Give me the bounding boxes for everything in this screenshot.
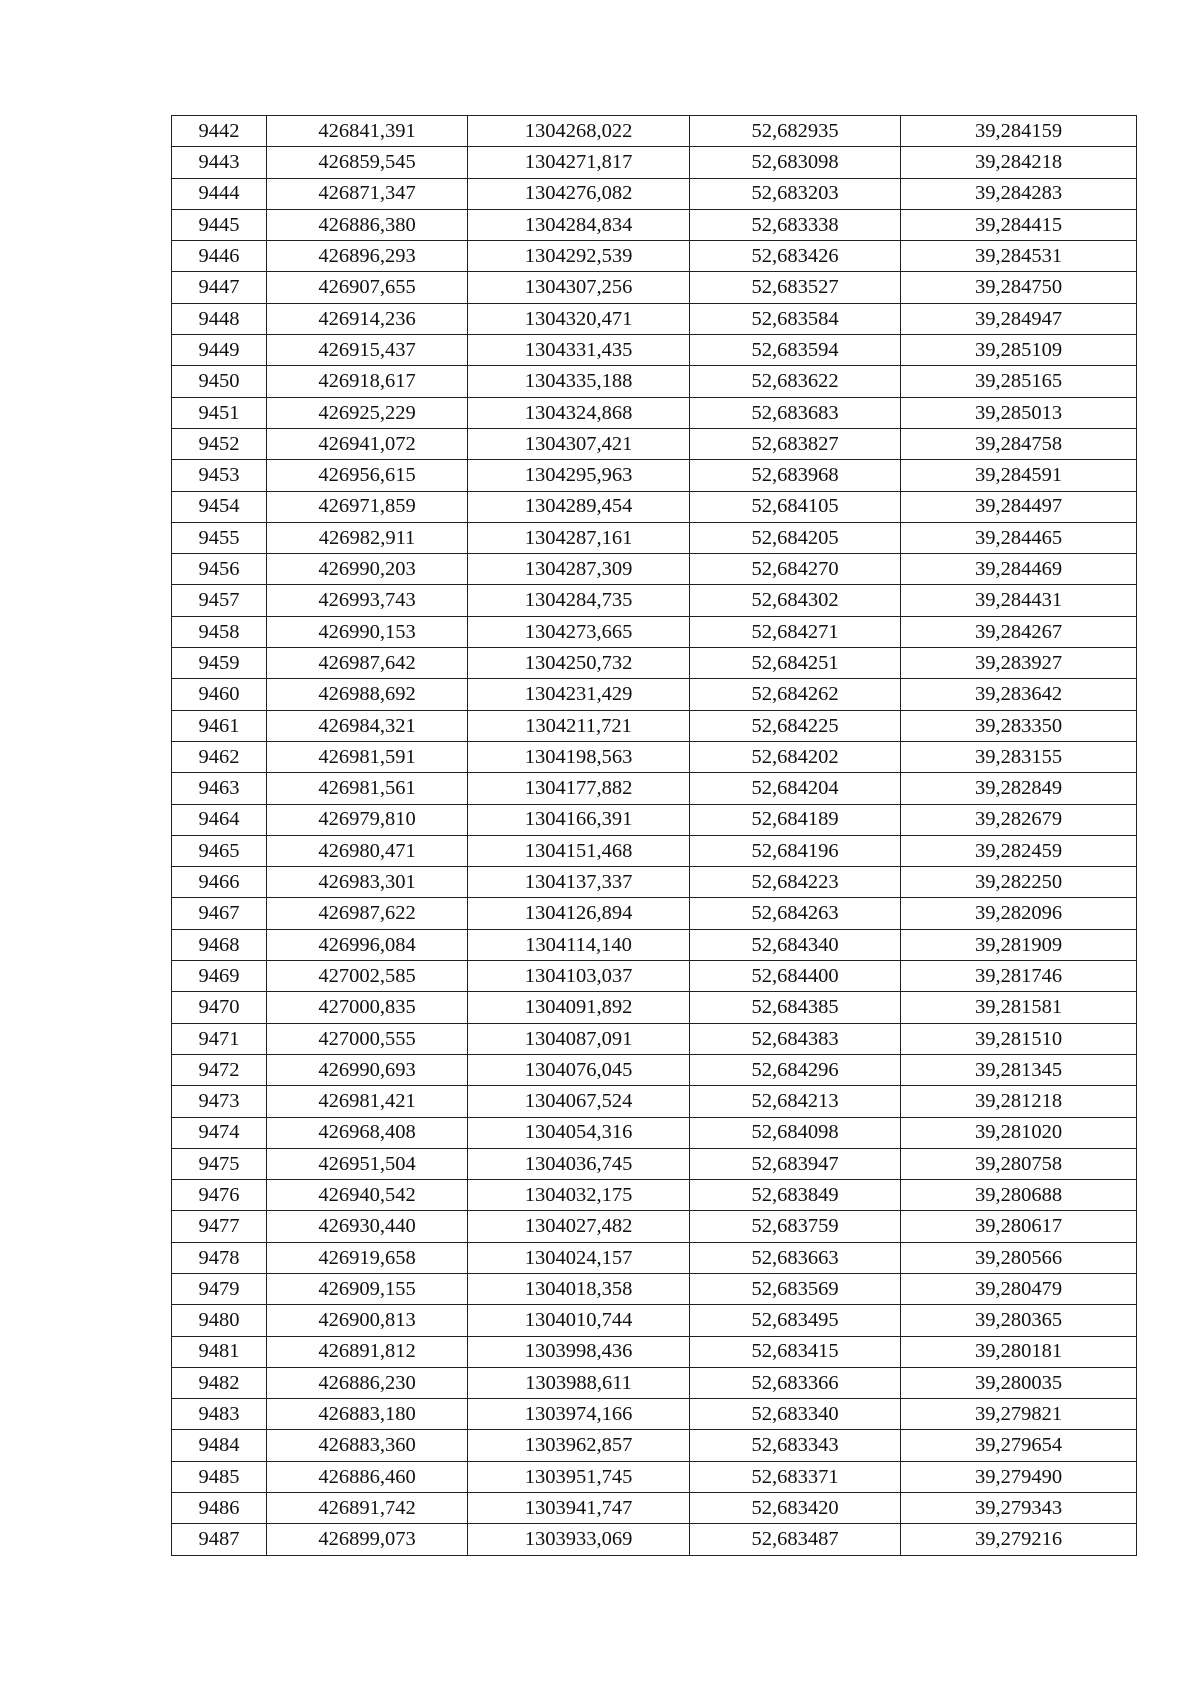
table-row: [172, 460, 1137, 491]
y-coordinate-cell: 1304331,435: [468, 335, 690, 366]
x-coordinate-cell: 426841,391: [267, 116, 468, 147]
latitude-cell: 52,683487: [690, 1524, 901, 1555]
x-coordinate-cell: 426982,911: [267, 522, 468, 553]
y-coordinate-cell: 1303988,611: [468, 1367, 690, 1398]
latitude-cell: 52,682935: [690, 116, 901, 147]
point-number-cell: 9462: [172, 741, 267, 772]
y-coordinate-cell: 1304126,894: [468, 898, 690, 929]
table-row: [172, 835, 1137, 866]
table-row: [172, 1180, 1137, 1211]
table-row: [172, 804, 1137, 835]
table-row: [172, 679, 1137, 710]
table-row: [172, 178, 1137, 209]
longitude-cell: 39,281909: [901, 929, 1137, 960]
latitude-cell: 52,684262: [690, 679, 901, 710]
x-coordinate-cell: 426988,692: [267, 679, 468, 710]
longitude-cell: 39,280688: [901, 1180, 1137, 1211]
longitude-cell: 39,280479: [901, 1273, 1137, 1304]
point-number-cell: 9458: [172, 616, 267, 647]
longitude-cell: 39,281581: [901, 992, 1137, 1023]
point-number-cell: 9456: [172, 554, 267, 585]
table-row: [172, 1117, 1137, 1148]
table-row: [172, 1211, 1137, 1242]
longitude-cell: 39,279216: [901, 1524, 1137, 1555]
latitude-cell: 52,683849: [690, 1180, 901, 1211]
y-coordinate-cell: 1303998,436: [468, 1336, 690, 1367]
longitude-cell: 39,281510: [901, 1023, 1137, 1054]
x-coordinate-cell: 426987,622: [267, 898, 468, 929]
y-coordinate-cell: 1304250,732: [468, 648, 690, 679]
point-number-cell: 9484: [172, 1430, 267, 1461]
point-number-cell: 9472: [172, 1054, 267, 1085]
point-number-cell: 9459: [172, 648, 267, 679]
table-row: [172, 1367, 1137, 1398]
latitude-cell: 52,684225: [690, 710, 901, 741]
point-number-cell: 9447: [172, 272, 267, 303]
latitude-cell: 52,683968: [690, 460, 901, 491]
point-number-cell: 9451: [172, 397, 267, 428]
latitude-cell: 52,684385: [690, 992, 901, 1023]
longitude-cell: 39,279654: [901, 1430, 1137, 1461]
latitude-cell: 52,683098: [690, 147, 901, 178]
latitude-cell: 52,683338: [690, 209, 901, 240]
table-row: [172, 616, 1137, 647]
point-number-cell: 9452: [172, 428, 267, 459]
latitude-cell: 52,683663: [690, 1242, 901, 1273]
x-coordinate-cell: 426941,072: [267, 428, 468, 459]
longitude-cell: 39,284497: [901, 491, 1137, 522]
longitude-cell: 39,284469: [901, 554, 1137, 585]
y-coordinate-cell: 1304103,037: [468, 961, 690, 992]
y-coordinate-cell: 1304036,745: [468, 1148, 690, 1179]
latitude-cell: 52,683759: [690, 1211, 901, 1242]
y-coordinate-cell: 1304027,482: [468, 1211, 690, 1242]
point-number-cell: 9469: [172, 961, 267, 992]
y-coordinate-cell: 1304307,421: [468, 428, 690, 459]
table-row: [172, 335, 1137, 366]
table-row: [172, 1336, 1137, 1367]
longitude-cell: 39,280758: [901, 1148, 1137, 1179]
x-coordinate-cell: 426896,293: [267, 241, 468, 272]
x-coordinate-cell: 426990,693: [267, 1054, 468, 1085]
longitude-cell: 39,284750: [901, 272, 1137, 303]
x-coordinate-cell: 426968,408: [267, 1117, 468, 1148]
point-number-cell: 9463: [172, 773, 267, 804]
x-coordinate-cell: 426983,301: [267, 867, 468, 898]
point-number-cell: 9468: [172, 929, 267, 960]
y-coordinate-cell: 1304320,471: [468, 303, 690, 334]
x-coordinate-cell: 426990,203: [267, 554, 468, 585]
longitude-cell: 39,281020: [901, 1117, 1137, 1148]
x-coordinate-cell: 426981,591: [267, 741, 468, 772]
latitude-cell: 52,684205: [690, 522, 901, 553]
point-number-cell: 9470: [172, 992, 267, 1023]
point-number-cell: 9453: [172, 460, 267, 491]
y-coordinate-cell: 1304018,358: [468, 1273, 690, 1304]
point-number-cell: 9444: [172, 178, 267, 209]
x-coordinate-cell: 426899,073: [267, 1524, 468, 1555]
latitude-cell: 52,684263: [690, 898, 901, 929]
x-coordinate-cell: 426891,812: [267, 1336, 468, 1367]
longitude-cell: 39,282250: [901, 867, 1137, 898]
point-number-cell: 9483: [172, 1399, 267, 1430]
table-row: [172, 1524, 1137, 1555]
y-coordinate-cell: 1303974,166: [468, 1399, 690, 1430]
longitude-cell: 39,280365: [901, 1305, 1137, 1336]
point-number-cell: 9442: [172, 116, 267, 147]
table-row: [172, 241, 1137, 272]
y-coordinate-cell: 1304335,188: [468, 366, 690, 397]
table-row: [172, 1273, 1137, 1304]
longitude-cell: 39,280566: [901, 1242, 1137, 1273]
longitude-cell: 39,283155: [901, 741, 1137, 772]
longitude-cell: 39,284415: [901, 209, 1137, 240]
y-coordinate-cell: 1304268,022: [468, 116, 690, 147]
y-coordinate-cell: 1304166,391: [468, 804, 690, 835]
latitude-cell: 52,683495: [690, 1305, 901, 1336]
y-coordinate-cell: 1304287,161: [468, 522, 690, 553]
latitude-cell: 52,684340: [690, 929, 901, 960]
longitude-cell: 39,281218: [901, 1086, 1137, 1117]
latitude-cell: 52,684223: [690, 867, 901, 898]
longitude-cell: 39,285165: [901, 366, 1137, 397]
table-row: [172, 1305, 1137, 1336]
latitude-cell: 52,684204: [690, 773, 901, 804]
x-coordinate-cell: 426984,321: [267, 710, 468, 741]
table-row: [172, 428, 1137, 459]
latitude-cell: 52,684196: [690, 835, 901, 866]
y-coordinate-cell: 1303951,745: [468, 1461, 690, 1492]
y-coordinate-cell: 1304284,735: [468, 585, 690, 616]
y-coordinate-cell: 1304231,429: [468, 679, 690, 710]
latitude-cell: 52,684296: [690, 1054, 901, 1085]
longitude-cell: 39,284159: [901, 116, 1137, 147]
longitude-cell: 39,284465: [901, 522, 1137, 553]
longitude-cell: 39,280617: [901, 1211, 1137, 1242]
point-number-cell: 9464: [172, 804, 267, 835]
table-row: [172, 867, 1137, 898]
table-row: [172, 585, 1137, 616]
latitude-cell: 52,683426: [690, 241, 901, 272]
point-number-cell: 9476: [172, 1180, 267, 1211]
x-coordinate-cell: 426871,347: [267, 178, 468, 209]
y-coordinate-cell: 1304151,468: [468, 835, 690, 866]
latitude-cell: 52,683415: [690, 1336, 901, 1367]
table-row: [172, 116, 1137, 147]
point-number-cell: 9479: [172, 1273, 267, 1304]
point-number-cell: 9449: [172, 335, 267, 366]
y-coordinate-cell: 1304271,817: [468, 147, 690, 178]
table-row: [172, 1430, 1137, 1461]
point-number-cell: 9473: [172, 1086, 267, 1117]
longitude-cell: 39,284947: [901, 303, 1137, 334]
longitude-cell: 39,281746: [901, 961, 1137, 992]
latitude-cell: 52,683584: [690, 303, 901, 334]
longitude-cell: 39,280035: [901, 1367, 1137, 1398]
table-row: [172, 992, 1137, 1023]
point-number-cell: 9487: [172, 1524, 267, 1555]
latitude-cell: 52,684383: [690, 1023, 901, 1054]
latitude-cell: 52,684270: [690, 554, 901, 585]
x-coordinate-cell: 426990,153: [267, 616, 468, 647]
y-coordinate-cell: 1304307,256: [468, 272, 690, 303]
x-coordinate-cell: 426883,360: [267, 1430, 468, 1461]
longitude-cell: 39,282849: [901, 773, 1137, 804]
longitude-cell: 39,285013: [901, 397, 1137, 428]
y-coordinate-cell: 1304198,563: [468, 741, 690, 772]
longitude-cell: 39,284218: [901, 147, 1137, 178]
x-coordinate-cell: 426907,655: [267, 272, 468, 303]
point-number-cell: 9465: [172, 835, 267, 866]
y-coordinate-cell: 1304076,045: [468, 1054, 690, 1085]
latitude-cell: 52,684213: [690, 1086, 901, 1117]
x-coordinate-cell: 426909,155: [267, 1273, 468, 1304]
point-number-cell: 9486: [172, 1493, 267, 1524]
latitude-cell: 52,683203: [690, 178, 901, 209]
x-coordinate-cell: 426996,084: [267, 929, 468, 960]
point-number-cell: 9450: [172, 366, 267, 397]
table-row: [172, 397, 1137, 428]
coordinates-table-body: [172, 116, 1137, 1556]
y-coordinate-cell: 1304137,337: [468, 867, 690, 898]
latitude-cell: 52,684098: [690, 1117, 901, 1148]
longitude-cell: 39,280181: [901, 1336, 1137, 1367]
longitude-cell: 39,284267: [901, 616, 1137, 647]
latitude-cell: 52,683340: [690, 1399, 901, 1430]
y-coordinate-cell: 1304054,316: [468, 1117, 690, 1148]
x-coordinate-cell: 426993,743: [267, 585, 468, 616]
x-coordinate-cell: 427000,835: [267, 992, 468, 1023]
y-coordinate-cell: 1304024,157: [468, 1242, 690, 1273]
y-coordinate-cell: 1303941,747: [468, 1493, 690, 1524]
x-coordinate-cell: 426956,615: [267, 460, 468, 491]
x-coordinate-cell: 426981,561: [267, 773, 468, 804]
table-row: [172, 554, 1137, 585]
point-number-cell: 9474: [172, 1117, 267, 1148]
x-coordinate-cell: 426918,617: [267, 366, 468, 397]
x-coordinate-cell: 426900,813: [267, 1305, 468, 1336]
table-row: [172, 961, 1137, 992]
x-coordinate-cell: 426914,236: [267, 303, 468, 334]
table-row: [172, 1086, 1137, 1117]
latitude-cell: 52,684251: [690, 648, 901, 679]
x-coordinate-cell: 426971,859: [267, 491, 468, 522]
x-coordinate-cell: 426886,230: [267, 1367, 468, 1398]
point-number-cell: 9467: [172, 898, 267, 929]
x-coordinate-cell: 426987,642: [267, 648, 468, 679]
table-row: [172, 272, 1137, 303]
latitude-cell: 52,683366: [690, 1367, 901, 1398]
longitude-cell: 39,285109: [901, 335, 1137, 366]
longitude-cell: 39,279821: [901, 1399, 1137, 1430]
x-coordinate-cell: 426886,380: [267, 209, 468, 240]
x-coordinate-cell: 426930,440: [267, 1211, 468, 1242]
longitude-cell: 39,282459: [901, 835, 1137, 866]
table-row: [172, 1023, 1137, 1054]
point-number-cell: 9466: [172, 867, 267, 898]
latitude-cell: 52,684189: [690, 804, 901, 835]
x-coordinate-cell: 426886,460: [267, 1461, 468, 1492]
point-number-cell: 9455: [172, 522, 267, 553]
point-number-cell: 9477: [172, 1211, 267, 1242]
table-row: [172, 710, 1137, 741]
y-coordinate-cell: 1304032,175: [468, 1180, 690, 1211]
point-number-cell: 9481: [172, 1336, 267, 1367]
table-row: [172, 1054, 1137, 1085]
x-coordinate-cell: 427002,585: [267, 961, 468, 992]
table-row: [172, 491, 1137, 522]
latitude-cell: 52,683371: [690, 1461, 901, 1492]
latitude-cell: 52,684400: [690, 961, 901, 992]
longitude-cell: 39,281345: [901, 1054, 1137, 1085]
y-coordinate-cell: 1304284,834: [468, 209, 690, 240]
y-coordinate-cell: 1303933,069: [468, 1524, 690, 1555]
latitude-cell: 52,684105: [690, 491, 901, 522]
longitude-cell: 39,284531: [901, 241, 1137, 272]
y-coordinate-cell: 1304295,963: [468, 460, 690, 491]
y-coordinate-cell: 1303962,857: [468, 1430, 690, 1461]
latitude-cell: 52,683569: [690, 1273, 901, 1304]
y-coordinate-cell: 1304087,091: [468, 1023, 690, 1054]
longitude-cell: 39,279343: [901, 1493, 1137, 1524]
latitude-cell: 52,683343: [690, 1430, 901, 1461]
x-coordinate-cell: 426859,545: [267, 147, 468, 178]
point-number-cell: 9448: [172, 303, 267, 334]
y-coordinate-cell: 1304273,665: [468, 616, 690, 647]
x-coordinate-cell: 426979,810: [267, 804, 468, 835]
latitude-cell: 52,683622: [690, 366, 901, 397]
longitude-cell: 39,282679: [901, 804, 1137, 835]
table-row: [172, 929, 1137, 960]
longitude-cell: 39,279490: [901, 1461, 1137, 1492]
point-number-cell: 9482: [172, 1367, 267, 1398]
table-row: [172, 1461, 1137, 1492]
table-row: [172, 1242, 1137, 1273]
point-number-cell: 9445: [172, 209, 267, 240]
latitude-cell: 52,684271: [690, 616, 901, 647]
point-number-cell: 9460: [172, 679, 267, 710]
table-row: [172, 1399, 1137, 1430]
point-number-cell: 9454: [172, 491, 267, 522]
x-coordinate-cell: 427000,555: [267, 1023, 468, 1054]
x-coordinate-cell: 426891,742: [267, 1493, 468, 1524]
latitude-cell: 52,684202: [690, 741, 901, 772]
longitude-cell: 39,283350: [901, 710, 1137, 741]
y-coordinate-cell: 1304289,454: [468, 491, 690, 522]
y-coordinate-cell: 1304091,892: [468, 992, 690, 1023]
y-coordinate-cell: 1304177,882: [468, 773, 690, 804]
point-number-cell: 9478: [172, 1242, 267, 1273]
table-row: [172, 209, 1137, 240]
point-number-cell: 9485: [172, 1461, 267, 1492]
latitude-cell: 52,683420: [690, 1493, 901, 1524]
longitude-cell: 39,283927: [901, 648, 1137, 679]
longitude-cell: 39,284283: [901, 178, 1137, 209]
point-number-cell: 9461: [172, 710, 267, 741]
longitude-cell: 39,284591: [901, 460, 1137, 491]
x-coordinate-cell: 426915,437: [267, 335, 468, 366]
x-coordinate-cell: 426883,180: [267, 1399, 468, 1430]
table-row: [172, 741, 1137, 772]
x-coordinate-cell: 426981,421: [267, 1086, 468, 1117]
table-row: [172, 366, 1137, 397]
point-number-cell: 9446: [172, 241, 267, 272]
coordinates-table: [171, 115, 1137, 1556]
longitude-cell: 39,282096: [901, 898, 1137, 929]
longitude-cell: 39,284758: [901, 428, 1137, 459]
y-coordinate-cell: 1304287,309: [468, 554, 690, 585]
point-number-cell: 9471: [172, 1023, 267, 1054]
table-row: [172, 147, 1137, 178]
y-coordinate-cell: 1304114,140: [468, 929, 690, 960]
table-row: [172, 898, 1137, 929]
latitude-cell: 52,683827: [690, 428, 901, 459]
y-coordinate-cell: 1304276,082: [468, 178, 690, 209]
latitude-cell: 52,684302: [690, 585, 901, 616]
latitude-cell: 52,683683: [690, 397, 901, 428]
longitude-cell: 39,283642: [901, 679, 1137, 710]
y-coordinate-cell: 1304010,744: [468, 1305, 690, 1336]
x-coordinate-cell: 426919,658: [267, 1242, 468, 1273]
table-row: [172, 303, 1137, 334]
y-coordinate-cell: 1304067,524: [468, 1086, 690, 1117]
x-coordinate-cell: 426940,542: [267, 1180, 468, 1211]
point-number-cell: 9475: [172, 1148, 267, 1179]
y-coordinate-cell: 1304292,539: [468, 241, 690, 272]
table-row: [172, 648, 1137, 679]
table-row: [172, 773, 1137, 804]
y-coordinate-cell: 1304211,721: [468, 710, 690, 741]
x-coordinate-cell: 426951,504: [267, 1148, 468, 1179]
point-number-cell: 9443: [172, 147, 267, 178]
table-row: [172, 1148, 1137, 1179]
latitude-cell: 52,683947: [690, 1148, 901, 1179]
x-coordinate-cell: 426980,471: [267, 835, 468, 866]
table-row: [172, 1493, 1137, 1524]
table-row: [172, 522, 1137, 553]
longitude-cell: 39,284431: [901, 585, 1137, 616]
point-number-cell: 9457: [172, 585, 267, 616]
y-coordinate-cell: 1304324,868: [468, 397, 690, 428]
latitude-cell: 52,683527: [690, 272, 901, 303]
x-coordinate-cell: 426925,229: [267, 397, 468, 428]
point-number-cell: 9480: [172, 1305, 267, 1336]
latitude-cell: 52,683594: [690, 335, 901, 366]
